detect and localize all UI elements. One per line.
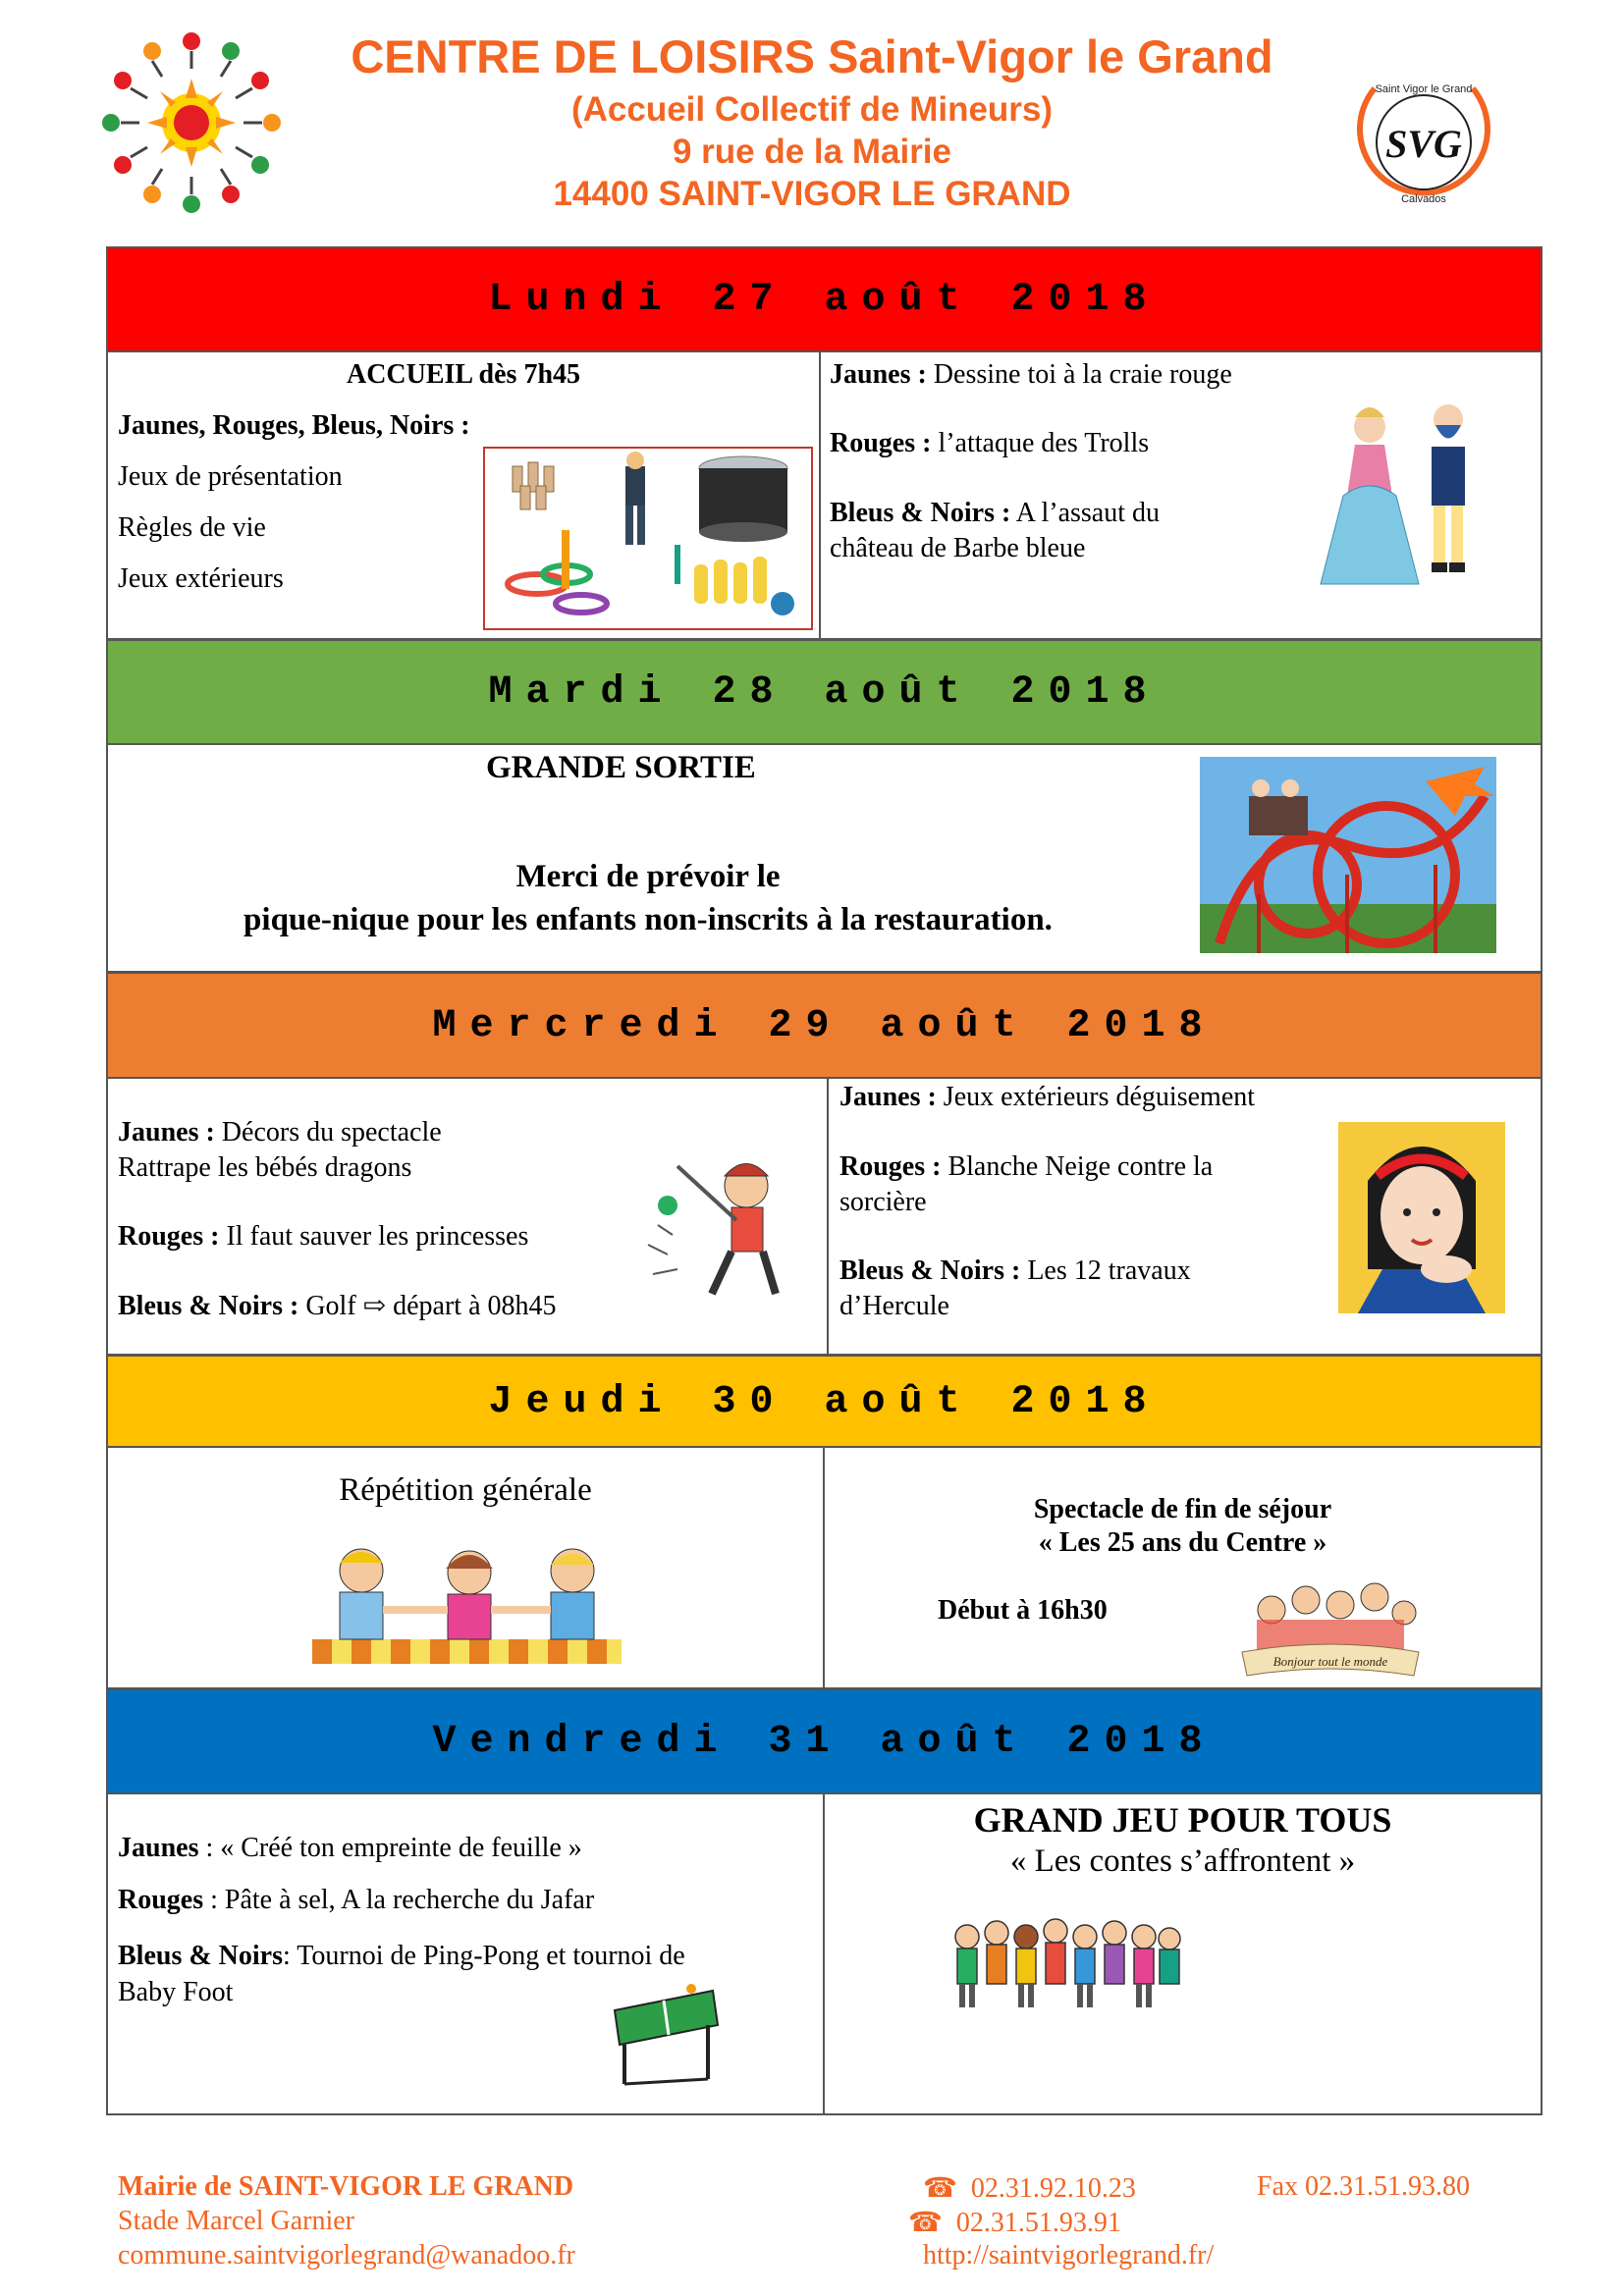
vendredi-right-sub: « Les contes s’affrontent » <box>1009 1843 1356 1879</box>
lundi-heading: ACCUEIL dès 7h45 <box>346 359 581 390</box>
mercredi-right-4: Bleus & Noirs : Les 12 travaux <box>839 1255 1191 1286</box>
mardi-line2: pique-nique pour les enfants non-inscrits à la restauration. <box>244 902 1053 937</box>
phone-icon: ☎ <box>908 2208 943 2238</box>
mercredi-left-2: Rattrape les bébés dragons <box>118 1152 412 1183</box>
vendredi-left-4: Baby Foot <box>118 1977 234 2007</box>
roller-coaster-icon <box>1200 757 1496 953</box>
lundi-right-3: Bleus & Noirs : A l’assaut du <box>830 498 1160 528</box>
mercredi-left-3: Rouges : Il faut sauver les princesses <box>118 1221 529 1252</box>
day-header-lundi: Lundi 27 août 2018 <box>106 246 1543 351</box>
mardi-heading: GRANDE SORTIE <box>486 750 756 785</box>
footer-place: Stade Marcel Garnier <box>118 2206 354 2236</box>
centre-street: 9 rue de la Mairie <box>672 133 952 171</box>
centre-city: 14400 SAINT-VIGOR LE GRAND <box>553 175 1071 213</box>
logo-ring-top: Saint Vigor le Grand <box>1375 83 1473 95</box>
jeudi-right-line1: Spectacle de fin de séjour <box>1033 1494 1332 1524</box>
vendredi-left-1: Jaunes : « Créé ton empreinte de feuille » <box>118 1833 582 1863</box>
logo-ring-bottom: Calvados <box>1401 193 1446 205</box>
mercredi-right-2: Rouges : Blanche Neige contre la <box>839 1151 1214 1182</box>
mercredi-left-1: Jaunes : Décors du spectacle <box>118 1117 442 1148</box>
lundi-item-3: Jeux extérieurs <box>118 563 284 594</box>
centre-title: CENTRE DE LOISIRS Saint-Vigor le Grand <box>351 30 1273 82</box>
games-photo-icon <box>483 447 813 630</box>
mardi-line1: Merci de prévoir le <box>515 859 781 894</box>
lundi-group: Jaunes, Rouges, Bleus, Noirs : <box>118 410 470 441</box>
centre-subtitle: (Accueil Collectif de Mineurs) <box>570 90 1054 129</box>
footer-fax: Fax 02.31.51.93.80 <box>1257 2171 1470 2202</box>
mercredi-right-3: sorcière <box>839 1187 927 1217</box>
lundi-item-2: Règles de vie <box>118 512 266 543</box>
logo-mark: SVG <box>1385 122 1462 166</box>
day-header-jeudi: Jeudi 30 août 2018 <box>106 1355 1543 1447</box>
jeudi-right-line3: Début à 16h30 <box>938 1595 1108 1626</box>
footer-phone2: ☎ 02.31.51.93.91 <box>908 2208 1121 2238</box>
spectacle-banner-icon <box>1232 1575 1429 1683</box>
footer-name: Mairie de SAINT-VIGOR LE GRAND <box>118 2171 574 2202</box>
vendredi-left-3: Bleus & Noirs: Tournoi de Ping-Pong et tournoi de <box>118 1941 685 1971</box>
jeudi-left-heading: Répétition générale <box>339 1472 592 1508</box>
lundi-right-2: Rouges : l’attaque des Trolls <box>830 428 1150 458</box>
footer-phone1: ☎ 02.31.92.10.23 <box>923 2173 1136 2204</box>
princess-prince-icon <box>1316 398 1492 594</box>
footer-email[interactable]: commune.saintvigorlegrand@wanadoo.fr <box>118 2240 575 2270</box>
snow-white-icon <box>1338 1122 1505 1313</box>
mercredi-left-4: Bleus & Noirs : Golf ⇨ départ à 08h45 <box>118 1291 557 1321</box>
vendredi-left-2: Rouges : Pâte à sel, A la recherche du Jafar <box>118 1885 595 1915</box>
children-dancing-icon <box>312 1541 622 1664</box>
banner-text: Bonjour tout le monde <box>1272 1654 1388 1669</box>
mercredi-right-5: d’Hercule <box>839 1291 949 1321</box>
day-header-mercredi: Mercredi 29 août 2018 <box>106 972 1543 1078</box>
ping-pong-table-icon <box>605 1981 723 2091</box>
mercredi-right-1: Jaunes : Jeux extérieurs déguisement <box>839 1082 1256 1112</box>
svg-town-logo-icon <box>1345 69 1502 216</box>
day-header-vendredi: Vendredi 31 août 2018 <box>106 1688 1543 1793</box>
lundi-right-1: Jaunes : Dessine toi à la craie rouge <box>830 359 1232 390</box>
golfer-icon <box>638 1147 810 1308</box>
footer-url[interactable]: http://saintvigorlegrand.fr/ <box>923 2240 1215 2270</box>
phone-icon: ☎ <box>923 2173 957 2204</box>
lundi-item-1: Jeux de présentation <box>118 461 343 492</box>
lundi-right-4: château de Barbe bleue <box>830 533 1086 563</box>
children-group-icon <box>947 1915 1183 2011</box>
day-header-mardi: Mardi 28 août 2018 <box>106 639 1543 744</box>
jeudi-right-line2: « Les 25 ans du Centre » <box>1038 1527 1327 1558</box>
vendredi-right-heading: GRAND JEU POUR TOUS <box>973 1800 1392 1840</box>
